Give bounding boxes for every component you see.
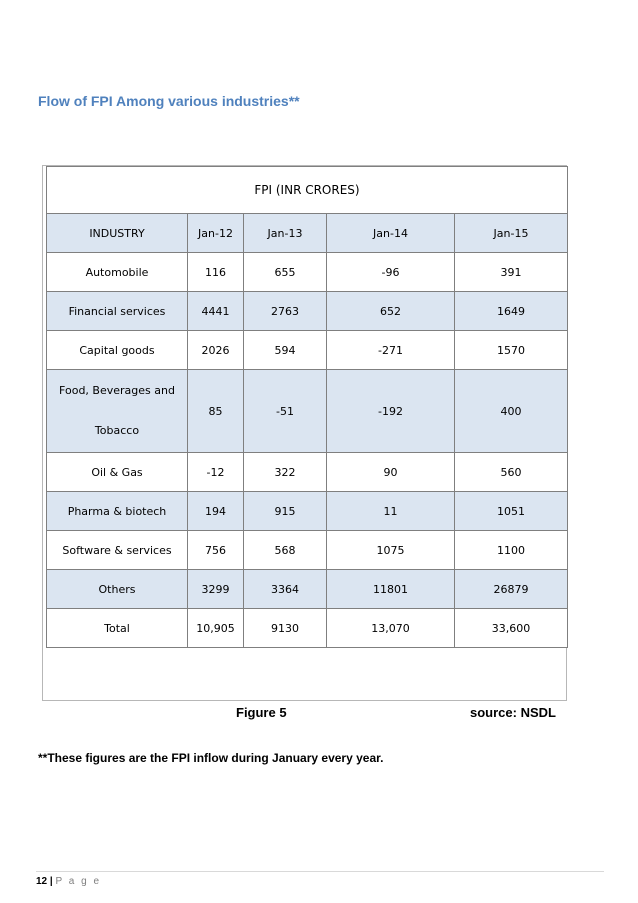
row-industry <box>47 370 188 453</box>
footnote: **These figures are the FPI inflow during January every year. <box>38 751 384 765</box>
row-value: 90 <box>327 453 455 492</box>
row-value: -271 <box>327 331 455 370</box>
row-value: 10,905 <box>188 609 244 648</box>
row-industry: Financial services <box>47 292 188 331</box>
header-jan-13: Jan-13 <box>244 214 327 253</box>
row-industry: Others <box>47 570 188 609</box>
row-value: 116 <box>188 253 244 292</box>
table-row <box>47 331 568 370</box>
table-title-row <box>47 167 568 214</box>
row-industry-line-2: Tobacco <box>94 424 140 437</box>
row-value: 33,600 <box>455 609 568 648</box>
row-value: 594 <box>244 331 327 370</box>
table-row <box>47 253 568 292</box>
figure-caption: Figure 5 <box>236 705 287 720</box>
page-number: 12 <box>36 876 48 887</box>
source-caption: source: NSDL <box>470 705 556 720</box>
header-jan-12: Jan-12 <box>188 214 244 253</box>
row-industry: Automobile <box>47 253 188 292</box>
row-value: 391 <box>455 253 568 292</box>
table-header-row <box>47 214 568 253</box>
row-value: -12 <box>188 453 244 492</box>
table-title: FPI (INR CRORES) <box>47 167 568 214</box>
header-industry: INDUSTRY <box>47 214 188 253</box>
row-industry-line-1: Food, Beverages and <box>59 384 175 397</box>
page-footer <box>36 876 101 887</box>
row-value: 1649 <box>455 292 568 331</box>
fpi-table <box>46 166 568 648</box>
row-value: -51 <box>244 370 327 453</box>
row-value: 568 <box>244 531 327 570</box>
row-value: 1051 <box>455 492 568 531</box>
row-industry: Software & services <box>47 531 188 570</box>
row-value: 1100 <box>455 531 568 570</box>
row-value: 194 <box>188 492 244 531</box>
table-row-total <box>47 609 568 648</box>
row-value: -96 <box>327 253 455 292</box>
row-value: 85 <box>188 370 244 453</box>
table-row <box>47 570 568 609</box>
footer-separator: | <box>49 876 53 887</box>
row-industry: Capital goods <box>47 331 188 370</box>
row-value: 756 <box>188 531 244 570</box>
row-value: 9130 <box>244 609 327 648</box>
row-value: 4441 <box>188 292 244 331</box>
table-row <box>47 292 568 331</box>
footer-divider <box>36 871 604 872</box>
row-value: 915 <box>244 492 327 531</box>
row-value: 1570 <box>455 331 568 370</box>
table-row <box>47 370 568 453</box>
row-value: 2763 <box>244 292 327 331</box>
row-value: 652 <box>327 292 455 331</box>
row-value: 3364 <box>244 570 327 609</box>
row-value: 11801 <box>327 570 455 609</box>
row-value: 400 <box>455 370 568 453</box>
row-industry: Oil & Gas <box>47 453 188 492</box>
row-value: 1075 <box>327 531 455 570</box>
row-value: 322 <box>244 453 327 492</box>
table-row <box>47 492 568 531</box>
page-label: P a g e <box>55 876 102 887</box>
table-row <box>47 453 568 492</box>
row-value: 560 <box>455 453 568 492</box>
section-heading: Flow of FPI Among various industries** <box>38 93 300 109</box>
row-value: 11 <box>327 492 455 531</box>
row-value: 26879 <box>455 570 568 609</box>
row-value: 13,070 <box>327 609 455 648</box>
header-jan-14: Jan-14 <box>327 214 455 253</box>
header-jan-15: Jan-15 <box>455 214 568 253</box>
table-row <box>47 531 568 570</box>
row-industry: Pharma & biotech <box>47 492 188 531</box>
row-value: 2026 <box>188 331 244 370</box>
row-industry: Total <box>47 609 188 648</box>
row-value: 3299 <box>188 570 244 609</box>
row-value: -192 <box>327 370 455 453</box>
row-value: 655 <box>244 253 327 292</box>
